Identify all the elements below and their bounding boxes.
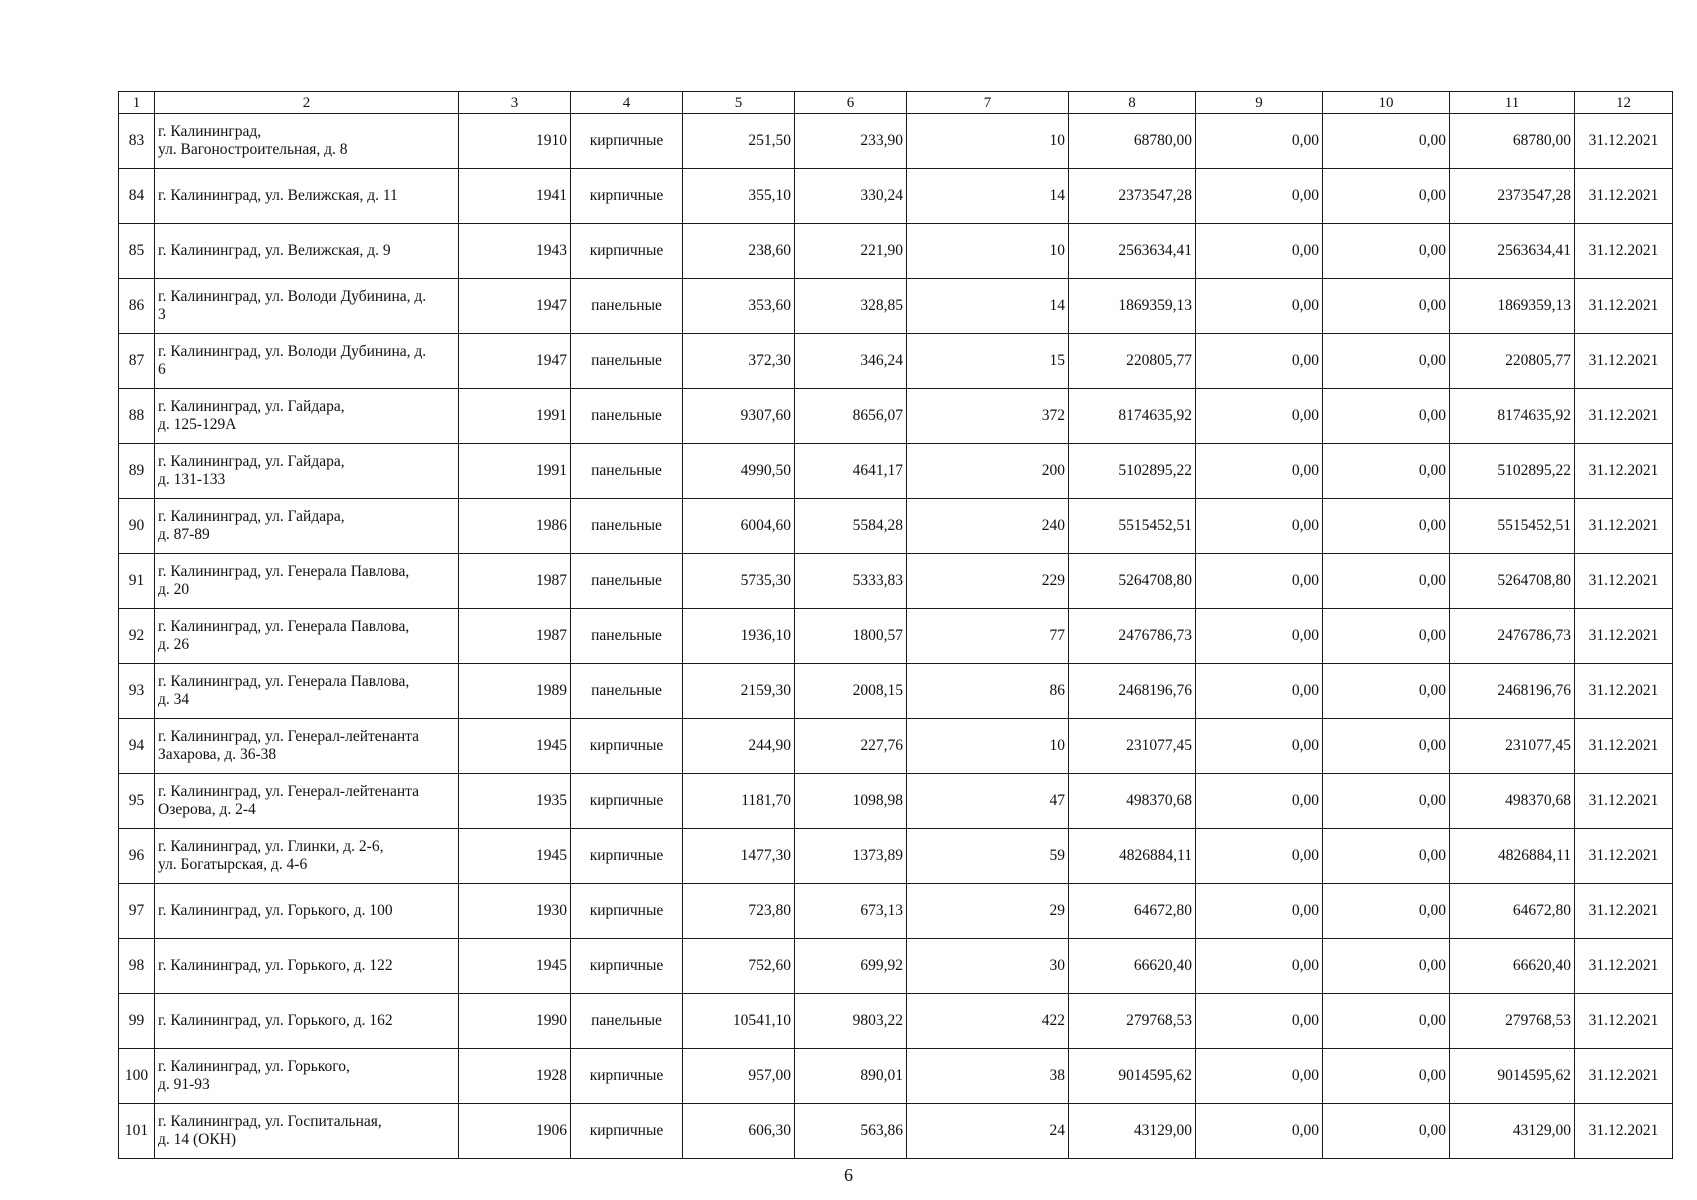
year-cell: 1947 [459,334,571,389]
page-number: 6 [844,1165,853,1185]
column-header-9: 9 [1196,92,1323,114]
col11-cell: 220805,77 [1450,334,1575,389]
col11-cell: 5102895,22 [1450,444,1575,499]
col6-cell: 233,90 [795,114,907,169]
address-cell: г. Калининград, ул. Генерала Павлова, д. 26 [155,609,459,664]
register-table [118,91,1673,1159]
address-cell: г. Калининград, ул. Велижская, д. 11 [155,169,459,224]
date-cell: 31.12.2021 [1575,554,1673,609]
col6-cell: 8656,07 [795,389,907,444]
table-row [119,1104,1673,1159]
col6-cell: 673,13 [795,884,907,939]
column-header-11: 11 [1450,92,1575,114]
col5-cell: 238,60 [683,224,795,279]
col8-cell: 64672,80 [1069,884,1196,939]
column-header-3: 3 [459,92,571,114]
header-row [119,92,1673,114]
row-number: 101 [119,1104,155,1159]
table-row [119,389,1673,444]
col10-cell: 0,00 [1323,884,1450,939]
col8-cell: 66620,40 [1069,939,1196,994]
col7-cell: 372 [907,389,1069,444]
col9-cell: 0,00 [1196,224,1323,279]
material-cell: кирпичные [571,169,683,224]
col11-cell: 2476786,73 [1450,609,1575,664]
address-cell: г. Калининград, ул. Володи Дубинина, д. 6 [155,334,459,389]
table-row [119,994,1673,1049]
col11-cell: 2468196,76 [1450,664,1575,719]
year-cell: 1943 [459,224,571,279]
material-cell: кирпичные [571,224,683,279]
material-cell: панельные [571,664,683,719]
col9-cell: 0,00 [1196,499,1323,554]
col9-cell: 0,00 [1196,939,1323,994]
col11-cell: 231077,45 [1450,719,1575,774]
material-cell: панельные [571,334,683,389]
col6-cell: 1800,57 [795,609,907,664]
address-cell: г. Калининград, ул. Вагоностроительная, д. 8 [155,114,459,169]
col7-cell: 29 [907,884,1069,939]
date-cell: 31.12.2021 [1575,1049,1673,1104]
col6-cell: 5584,28 [795,499,907,554]
col8-cell: 2476786,73 [1069,609,1196,664]
col10-cell: 0,00 [1323,1049,1450,1104]
material-cell: кирпичные [571,829,683,884]
table-row [119,279,1673,334]
year-cell: 1945 [459,829,571,884]
row-number: 93 [119,664,155,719]
col7-cell: 38 [907,1049,1069,1104]
material-cell: панельные [571,994,683,1049]
col11-cell: 9014595,62 [1450,1049,1575,1104]
table-row [119,444,1673,499]
col11-cell: 64672,80 [1450,884,1575,939]
col8-cell: 8174635,92 [1069,389,1196,444]
col6-cell: 2008,15 [795,664,907,719]
col8-cell: 5264708,80 [1069,554,1196,609]
col9-cell: 0,00 [1196,334,1323,389]
col8-cell: 2373547,28 [1069,169,1196,224]
col10-cell: 0,00 [1323,389,1450,444]
col8-cell: 5515452,51 [1069,499,1196,554]
table-body [119,114,1673,1159]
date-cell: 31.12.2021 [1575,719,1673,774]
col7-cell: 47 [907,774,1069,829]
material-cell: панельные [571,554,683,609]
row-number: 92 [119,609,155,664]
address-cell: г. Калининград, ул. Гайдара, д. 87-89 [155,499,459,554]
row-number: 96 [119,829,155,884]
year-cell: 1987 [459,554,571,609]
year-cell: 1930 [459,884,571,939]
col6-cell: 221,90 [795,224,907,279]
row-number: 94 [119,719,155,774]
col10-cell: 0,00 [1323,169,1450,224]
col5-cell: 353,60 [683,279,795,334]
material-cell: кирпичные [571,1049,683,1104]
col9-cell: 0,00 [1196,884,1323,939]
col6-cell: 4641,17 [795,444,907,499]
col7-cell: 10 [907,719,1069,774]
column-header-6: 6 [795,92,907,114]
col5-cell: 10541,10 [683,994,795,1049]
col10-cell: 0,00 [1323,1104,1450,1159]
col9-cell: 0,00 [1196,994,1323,1049]
col10-cell: 0,00 [1323,939,1450,994]
table-row [119,609,1673,664]
col9-cell: 0,00 [1196,554,1323,609]
col9-cell: 0,00 [1196,1104,1323,1159]
date-cell: 31.12.2021 [1575,279,1673,334]
row-number: 87 [119,334,155,389]
address-cell: г. Калининград, ул. Гайдара, д. 125-129А [155,389,459,444]
col7-cell: 229 [907,554,1069,609]
row-number: 84 [119,169,155,224]
col8-cell: 220805,77 [1069,334,1196,389]
col6-cell: 328,85 [795,279,907,334]
col5-cell: 1936,10 [683,609,795,664]
address-cell: г. Калининград, ул. Горького, д. 91-93 [155,1049,459,1104]
table-row [119,939,1673,994]
col7-cell: 422 [907,994,1069,1049]
year-cell: 1945 [459,939,571,994]
date-cell: 31.12.2021 [1575,444,1673,499]
table-row [119,224,1673,279]
col10-cell: 0,00 [1323,334,1450,389]
year-cell: 1990 [459,994,571,1049]
row-number: 95 [119,774,155,829]
material-cell: кирпичные [571,884,683,939]
date-cell: 31.12.2021 [1575,774,1673,829]
col5-cell: 6004,60 [683,499,795,554]
row-number: 83 [119,114,155,169]
col10-cell: 0,00 [1323,279,1450,334]
col7-cell: 200 [907,444,1069,499]
col7-cell: 10 [907,114,1069,169]
material-cell: панельные [571,609,683,664]
col9-cell: 0,00 [1196,664,1323,719]
address-cell: г. Калининград, ул. Горького, д. 122 [155,939,459,994]
col7-cell: 15 [907,334,1069,389]
address-cell: г. Калининград, ул. Володи Дубинина, д. 3 [155,279,459,334]
col9-cell: 0,00 [1196,829,1323,884]
address-cell: г. Калининград, ул. Генерала Павлова, д. 20 [155,554,459,609]
col10-cell: 0,00 [1323,994,1450,1049]
row-number: 86 [119,279,155,334]
col10-cell: 0,00 [1323,499,1450,554]
year-cell: 1947 [459,279,571,334]
col11-cell: 43129,00 [1450,1104,1575,1159]
col5-cell: 1181,70 [683,774,795,829]
material-cell: кирпичные [571,939,683,994]
col6-cell: 227,76 [795,719,907,774]
row-number: 97 [119,884,155,939]
year-cell: 1991 [459,444,571,499]
col8-cell: 2468196,76 [1069,664,1196,719]
col5-cell: 606,30 [683,1104,795,1159]
col8-cell: 231077,45 [1069,719,1196,774]
date-cell: 31.12.2021 [1575,389,1673,444]
column-header-4: 4 [571,92,683,114]
year-cell: 1989 [459,664,571,719]
col10-cell: 0,00 [1323,664,1450,719]
col11-cell: 8174635,92 [1450,389,1575,444]
column-header-10: 10 [1323,92,1450,114]
col9-cell: 0,00 [1196,719,1323,774]
col10-cell: 0,00 [1323,719,1450,774]
col6-cell: 346,24 [795,334,907,389]
col8-cell: 4826884,11 [1069,829,1196,884]
date-cell: 31.12.2021 [1575,994,1673,1049]
address-cell: г. Калининград, ул. Генерал-лейтенанта Озерова, д. 2-4 [155,774,459,829]
address-cell: г. Калининград, ул. Гайдара, д. 131-133 [155,444,459,499]
material-cell: панельные [571,444,683,499]
col8-cell: 2563634,41 [1069,224,1196,279]
date-cell: 31.12.2021 [1575,334,1673,389]
table-row [119,169,1673,224]
table-row [119,499,1673,554]
table-header [119,92,1673,114]
col6-cell: 890,01 [795,1049,907,1104]
col10-cell: 0,00 [1323,114,1450,169]
row-number: 98 [119,939,155,994]
col10-cell: 0,00 [1323,554,1450,609]
table-row [119,114,1673,169]
col8-cell: 279768,53 [1069,994,1196,1049]
year-cell: 1906 [459,1104,571,1159]
address-cell: г. Калининград, ул. Генерала Павлова, д. 34 [155,664,459,719]
table-row [119,829,1673,884]
col10-cell: 0,00 [1323,829,1450,884]
col5-cell: 4990,50 [683,444,795,499]
year-cell: 1910 [459,114,571,169]
col5-cell: 355,10 [683,169,795,224]
col11-cell: 66620,40 [1450,939,1575,994]
col8-cell: 5102895,22 [1069,444,1196,499]
col8-cell: 498370,68 [1069,774,1196,829]
column-header-2: 2 [155,92,459,114]
col6-cell: 563,86 [795,1104,907,1159]
row-number: 91 [119,554,155,609]
date-cell: 31.12.2021 [1575,829,1673,884]
col8-cell: 1869359,13 [1069,279,1196,334]
address-cell: г. Калининград, ул. Генерал-лейтенанта Захарова, д. 36-38 [155,719,459,774]
column-header-12: 12 [1575,92,1673,114]
column-header-7: 7 [907,92,1069,114]
col7-cell: 14 [907,169,1069,224]
col7-cell: 59 [907,829,1069,884]
col11-cell: 279768,53 [1450,994,1575,1049]
col11-cell: 2563634,41 [1450,224,1575,279]
column-header-1: 1 [119,92,155,114]
col5-cell: 244,90 [683,719,795,774]
col10-cell: 0,00 [1323,224,1450,279]
col7-cell: 10 [907,224,1069,279]
col9-cell: 0,00 [1196,389,1323,444]
address-cell: г. Калининград, ул. Горького, д. 162 [155,994,459,1049]
year-cell: 1941 [459,169,571,224]
row-number: 99 [119,994,155,1049]
row-number: 100 [119,1049,155,1104]
col11-cell: 1869359,13 [1450,279,1575,334]
col7-cell: 77 [907,609,1069,664]
material-cell: панельные [571,499,683,554]
row-number: 88 [119,389,155,444]
year-cell: 1928 [459,1049,571,1104]
material-cell: кирпичные [571,1104,683,1159]
col9-cell: 0,00 [1196,114,1323,169]
col11-cell: 4826884,11 [1450,829,1575,884]
col9-cell: 0,00 [1196,279,1323,334]
material-cell: панельные [571,389,683,444]
date-cell: 31.12.2021 [1575,884,1673,939]
row-number: 89 [119,444,155,499]
column-header-8: 8 [1069,92,1196,114]
col5-cell: 9307,60 [683,389,795,444]
col5-cell: 1477,30 [683,829,795,884]
col5-cell: 2159,30 [683,664,795,719]
col5-cell: 723,80 [683,884,795,939]
material-cell: панельные [571,279,683,334]
table-row [119,334,1673,389]
material-cell: кирпичные [571,719,683,774]
date-cell: 31.12.2021 [1575,664,1673,719]
date-cell: 31.12.2021 [1575,224,1673,279]
col8-cell: 68780,00 [1069,114,1196,169]
table-row [119,719,1673,774]
col10-cell: 0,00 [1323,444,1450,499]
table-row [119,884,1673,939]
address-cell: г. Калининград, ул. Велижская, д. 9 [155,224,459,279]
col7-cell: 86 [907,664,1069,719]
table-row [119,554,1673,609]
col11-cell: 2373547,28 [1450,169,1575,224]
col11-cell: 5515452,51 [1450,499,1575,554]
col8-cell: 43129,00 [1069,1104,1196,1159]
col6-cell: 330,24 [795,169,907,224]
table-row [119,1049,1673,1104]
col6-cell: 1098,98 [795,774,907,829]
col7-cell: 24 [907,1104,1069,1159]
year-cell: 1986 [459,499,571,554]
col10-cell: 0,00 [1323,609,1450,664]
col6-cell: 9803,22 [795,994,907,1049]
material-cell: кирпичные [571,774,683,829]
col10-cell: 0,00 [1323,774,1450,829]
date-cell: 31.12.2021 [1575,609,1673,664]
material-cell: кирпичные [571,114,683,169]
col9-cell: 0,00 [1196,774,1323,829]
col9-cell: 0,00 [1196,609,1323,664]
col9-cell: 0,00 [1196,169,1323,224]
col7-cell: 14 [907,279,1069,334]
col7-cell: 30 [907,939,1069,994]
year-cell: 1987 [459,609,571,664]
date-cell: 31.12.2021 [1575,114,1673,169]
col5-cell: 5735,30 [683,554,795,609]
date-cell: 31.12.2021 [1575,1104,1673,1159]
address-cell: г. Калининград, ул. Госпитальная, д. 14 (ОКН) [155,1104,459,1159]
col9-cell: 0,00 [1196,1049,1323,1104]
col11-cell: 68780,00 [1450,114,1575,169]
col5-cell: 752,60 [683,939,795,994]
address-cell: г. Калининград, ул. Глинки, д. 2-6, ул. Богатырская, д. 4-6 [155,829,459,884]
col11-cell: 5264708,80 [1450,554,1575,609]
column-header-5: 5 [683,92,795,114]
col5-cell: 372,30 [683,334,795,389]
table-row [119,774,1673,829]
col7-cell: 240 [907,499,1069,554]
year-cell: 1991 [459,389,571,444]
date-cell: 31.12.2021 [1575,499,1673,554]
year-cell: 1945 [459,719,571,774]
col11-cell: 498370,68 [1450,774,1575,829]
col8-cell: 9014595,62 [1069,1049,1196,1104]
year-cell: 1935 [459,774,571,829]
col6-cell: 1373,89 [795,829,907,884]
col5-cell: 957,00 [683,1049,795,1104]
table-row [119,664,1673,719]
address-cell: г. Калининград, ул. Горького, д. 100 [155,884,459,939]
date-cell: 31.12.2021 [1575,169,1673,224]
date-cell: 31.12.2021 [1575,939,1673,994]
row-number: 90 [119,499,155,554]
col6-cell: 5333,83 [795,554,907,609]
col9-cell: 0,00 [1196,444,1323,499]
col6-cell: 699,92 [795,939,907,994]
col5-cell: 251,50 [683,114,795,169]
row-number: 85 [119,224,155,279]
